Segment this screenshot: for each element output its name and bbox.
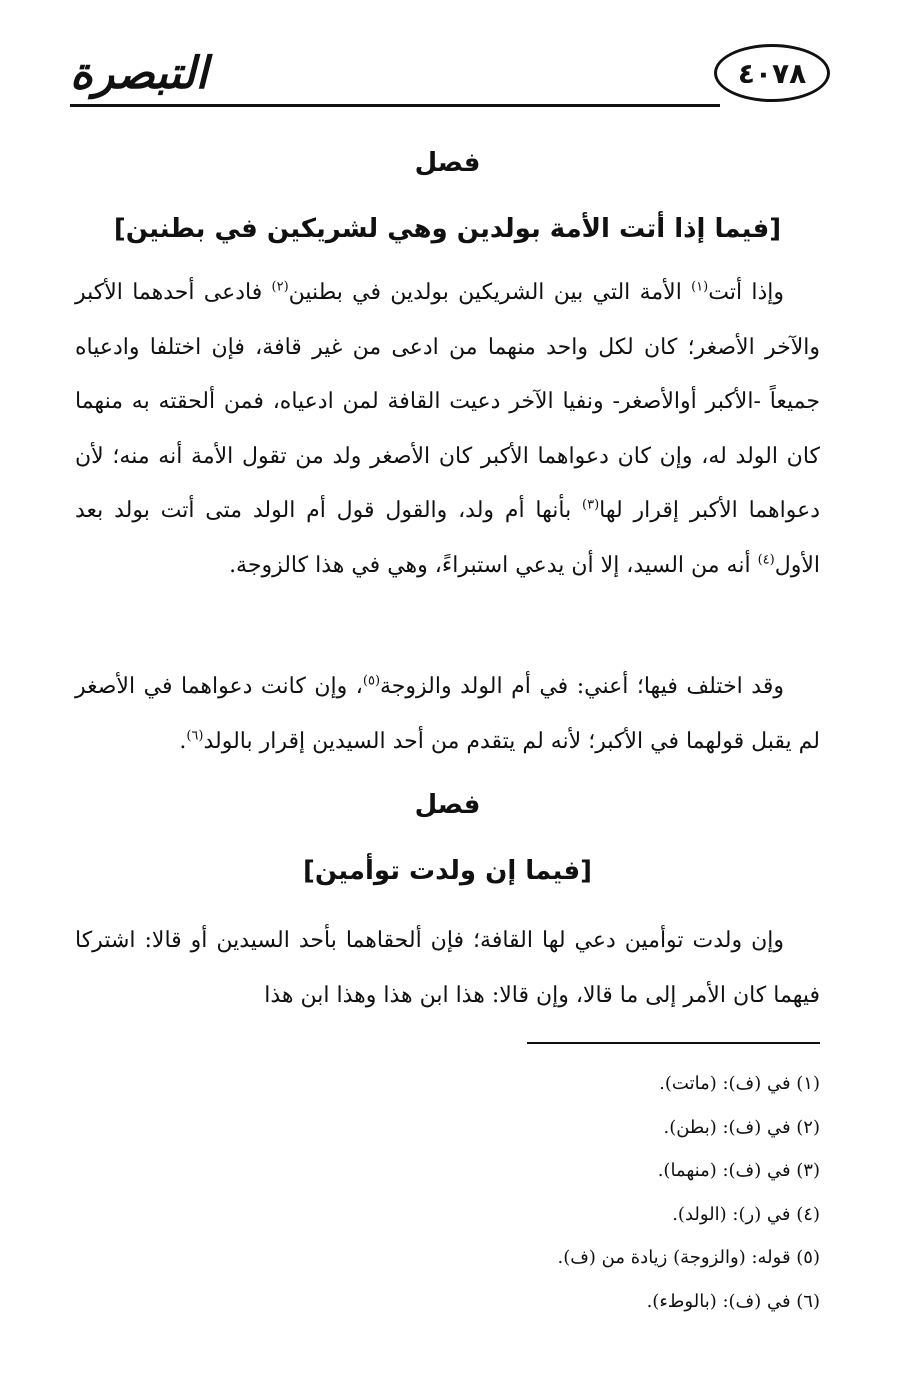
section-subheading: [فيما إن ولدت توأمين]	[302, 856, 592, 886]
page-number: ٤٠٧٨	[714, 44, 830, 102]
footnote: (٥) قوله: (والزوجة) زيادة من (ف).	[557, 1247, 820, 1268]
paragraph: وإن ولدت توأمين دعي لها القافة؛ فإن ألحقاهما بأحد السيدين أو قالا: اشتركا فيهما كان الأمر إلى ما قالا، وإن قالا: هذا ابن هذا وهذا ابن هذا	[75, 928, 820, 1008]
footnotes	[75, 1062, 820, 1323]
footnote-ref[interactable]: (٥)	[362, 673, 381, 689]
footnote-ref[interactable]: (٤)	[757, 552, 775, 568]
running-title: التبصرة	[70, 48, 208, 99]
footnote: (٢) في (ف): (بطن).	[663, 1116, 820, 1138]
footnote-ref[interactable]: (١)	[691, 279, 709, 295]
footnote-ref[interactable]: (٦)	[186, 728, 204, 744]
footnote: (٤) في (ر): (الولد).	[672, 1203, 820, 1225]
page-header	[70, 42, 830, 112]
footnote: (٣) في (ف): (منهما).	[657, 1160, 820, 1181]
section-heading: فصل	[414, 790, 481, 820]
section-heading: فصل	[414, 148, 481, 178]
footnote: (٦) في (ف): (بالوطء).	[646, 1290, 820, 1312]
footnote-separator	[527, 1042, 820, 1044]
footnote: (١) في (ف): (ماتت).	[659, 1073, 820, 1094]
footnote-ref[interactable]: (٣)	[582, 497, 600, 513]
paragraph: وقد اختلف فيها؛ أعني: في أم الولد والزوجة$^{(٥)}$، وإن كانت دعواهما في الأصغر لم يقبل قولهما في الأكبر؛ لأنه لم يتقدم من أحد السيدين إقرار بالولد$^{(٦)}$.	[75, 673, 820, 754]
header-rule	[70, 104, 720, 107]
paragraph: وإذا أتت$^{(١)}$ الأمة التي بين الشريكين بولدين في بطنين$^{(٢)}$ فادعى أحدهما الأكبر والآخر الأصغر؛ كان لكل واحد منهما من ادعى من غير قافة، فإن اختلفا وادعياه جميعاً -الأكبر أوالأصغر- ونفيا الآخر دعيت القافة لمن ادعياه، فمن ألحقته به منهما كان الولد له، وإن كان دعواهما الأكبر كان الأصغر ولد من تقول الأمة أنه منه؛ لأن دعواهما الأكبر إقرار لها$^{(٣)}$ بأنها أم ولد، والقول قول أم الولد متى أتت بولد بعد الأول$^{(٤)}$ أنه من السيد، إلا أن يدعي استبراءً، وهي في هذا كالزوجة.	[75, 279, 820, 578]
footnote-ref[interactable]: (٢)	[271, 279, 289, 295]
section-subheading: [فيما إذا أتت الأمة بولدين وهي لشريكين في بطنين]	[113, 214, 782, 244]
